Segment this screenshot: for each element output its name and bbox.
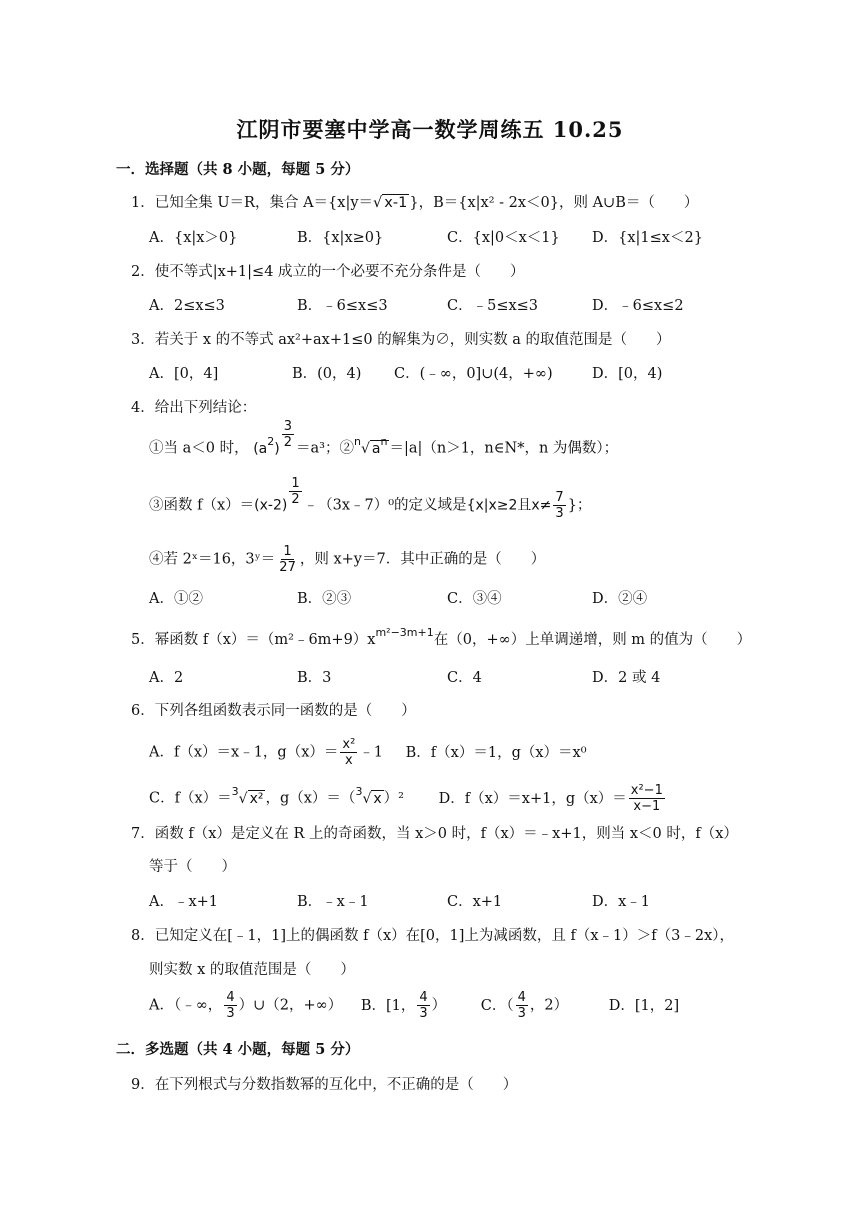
q4-item3-text: ﹣（3x﹣7）⁰的定义域是 [303,497,467,514]
option-c[interactable]: C．x+1 [447,894,503,910]
option-c[interactable]: C．③④ [447,591,502,607]
question-3-stem: 3．若关于 x 的不等式 ax²+ax+1≤0 的解集为∅，则实数 a 的取值范围是（ ） [131,332,671,348]
q4-item3-text: }； [567,497,592,514]
frac-num: 7 [555,490,564,505]
option-d[interactable]: D．﹣6≤x≤2 [592,298,684,314]
question-4-item-4 [149,544,545,575]
page-title: 江阴市要塞中学高一数学周练五 10.25 [236,117,624,142]
frac-den: 2 [291,492,300,507]
q1-stem-part: 1．已知全集 U＝R，集合 A＝{x|y＝ [131,195,374,211]
q5-exponent: m²−3m+1 [375,626,434,639]
option-a-tail: ）∪（2，+∞） [238,997,343,1014]
question-4-item-3 [149,476,592,521]
frac-num: 4 [419,990,428,1005]
sqrt-symbol: √ [373,195,383,211]
frac-den: 3 [555,506,564,521]
frac-num: 4 [226,990,235,1005]
question-8-stem-line-1: 8．已知定义在[﹣1，1]上的偶函数 f（x）在[0，1]上为减函数，且 f（x﹣1）＞f（3﹣2x）， [131,928,735,944]
frac-den: 3 [419,1006,428,1021]
q1-sqrt-content: x-1 [384,195,408,211]
frac-num: 1 [291,476,300,491]
option-d[interactable]: D．x﹣1 [592,894,651,910]
nth-root-expr: $^n$√ $a^n$ [353,434,388,457]
fraction-d [629,783,665,814]
question-9-stem: 9．在下列根式与分数指数幂的互化中，不正确的是（ ） [131,1077,518,1093]
exponent: 2 [267,434,275,448]
option-a[interactable]: A．（﹣∞， [149,997,223,1014]
option-d[interactable]: D．②④ [592,591,648,607]
option-c-text: ）² [383,790,404,807]
question-6-stem: 6．下列各组函数表示同一函数的是（ ） [131,703,416,719]
option-c-tail: ，2） [529,997,569,1014]
exponent-fraction [289,476,301,507]
frac-den: 2 [283,435,292,450]
frac-num: 1 [283,544,292,559]
domain-set: {x|x≥2且x≠ [466,497,552,514]
q4-item3-text: ③函数 f（x）＝ [149,497,255,514]
option-c-text: ，g（x）＝（ [265,790,356,807]
option-b[interactable]: B．3 [297,670,332,686]
option-d[interactable]: D．{x|1≤x＜2} [592,230,703,246]
question-6-options-row-1 [149,737,587,768]
option-b[interactable]: B．{x|x≥0} [297,230,384,246]
root-content: x² [249,790,264,807]
question-4-stem: 4．给出下列结论： [131,400,257,416]
base-expr: (x-2) [254,497,288,514]
question-2-stem: 2．使不等式|x+1|≤4 成立的一个必要不充分条件是（ ） [131,264,525,280]
frac-num: 3 [283,419,292,434]
fraction-x2-x [340,737,357,768]
option-a[interactable]: A．{x|x＞0} [149,230,238,246]
q5-stem-part: 在（0，+∞）上单调递增，则 m 的值为（ ） [433,632,752,648]
cube-root-expr: $^3$√ x [355,784,382,807]
q4-item1-text: ＝a³；② [296,440,354,457]
option-a[interactable]: A．①② [149,591,203,607]
question-5-stem [131,628,751,649]
q1-stem-part: }，B＝{x|x² - 2x＜0}，则 A∪B＝（ ） [409,195,699,211]
fraction-4-3 [224,990,236,1021]
fraction-1-27 [277,544,298,575]
option-c[interactable]: C．f（x）＝ [149,790,232,807]
option-d[interactable]: D．f（x）＝x+1，g（x）＝ [438,790,627,807]
option-a[interactable]: A．2 [149,670,184,686]
question-7-stem-line-1: 7．函数 f（x）是定义在 R 上的奇函数，当 x＞0 时，f（x）＝﹣x+1，则当 x＜0 时，f（x） [131,826,738,842]
option-a-tail: ﹣1 [359,744,384,761]
exponent-fraction [282,419,294,450]
frac-num: x² [342,737,356,752]
option-b[interactable]: B．②③ [297,591,352,607]
option-a[interactable]: A．﹣x+1 [149,894,219,910]
frac-den: 27 [279,560,296,575]
option-c[interactable]: C．（ [480,997,514,1014]
option-d[interactable]: D．2 或 4 [592,670,661,686]
question-6-options-row-2 [149,783,667,814]
q4-item1-text: ①当 a＜0 时， [149,440,249,457]
option-c[interactable]: C．4 [447,670,482,686]
option-a[interactable]: A．f（x）＝x﹣1，g（x）＝ [149,744,339,761]
root-content: x [373,790,382,807]
q4-item4-text: ④若 2ˣ＝16，3ʸ＝ [149,551,276,568]
frac-den: x−1 [633,799,661,814]
option-c[interactable]: C．{x|0＜x＜1} [447,230,560,246]
q4-item1-text: ＝|a|（n＞1，n∈N*，n 为偶数）； [389,440,619,457]
option-c[interactable]: C．﹣5≤x≤3 [447,298,539,314]
question-7-stem-line-2: 等于（ ） [149,859,236,875]
option-a[interactable]: A．[0，4] [149,366,219,382]
option-b[interactable]: B．﹣6≤x≤3 [297,298,388,314]
option-d[interactable]: D．[1，2] [608,997,680,1014]
frac-num: x²−1 [630,783,663,798]
q4-power-expr: $(a^2)$ $\frac{3}{2}$ [253,419,292,457]
option-c[interactable]: C．(﹣∞，0]∪(4，+∞) [394,366,553,382]
fraction-4-3 [516,990,528,1021]
option-d[interactable]: D．[0，4) [592,366,663,382]
fraction-4-3 [417,990,429,1021]
question-8-options [149,990,679,1021]
option-b[interactable]: B．﹣x﹣1 [297,894,369,910]
option-b-tail: ） [431,997,447,1014]
section-heading-single-choice: 一．选择题（共 8 小题，每题 5 分） [116,161,360,178]
frac-den: 3 [226,1006,235,1021]
frac-den: 3 [517,1006,526,1021]
option-b[interactable]: B．f（x）＝1，g（x）＝x⁰ [405,744,587,761]
option-b[interactable]: B．(0，4) [292,366,362,382]
section-heading-multi-choice: 二．多选题（共 4 小题，每题 5 分） [116,1041,360,1058]
question-4-item-1 [149,419,619,464]
option-a[interactable]: A．2≤x≤3 [149,298,225,314]
cube-root-expr: $^3$√ x² [231,784,264,807]
question-8-stem-line-2: 则实数 x 的取值范围是（ ） [149,962,355,978]
q5-stem-part: 5．幂函数 f（x）＝（m²﹣6m+9）x [131,632,376,648]
question-1-stem [131,191,698,212]
frac-num: 4 [517,990,526,1005]
option-b[interactable]: B．[1， [360,997,416,1014]
fraction-7-3 [553,490,565,521]
q4-item4-text: ，则 x+y＝7．其中正确的是（ ） [299,551,546,568]
frac-den: x [344,753,353,768]
